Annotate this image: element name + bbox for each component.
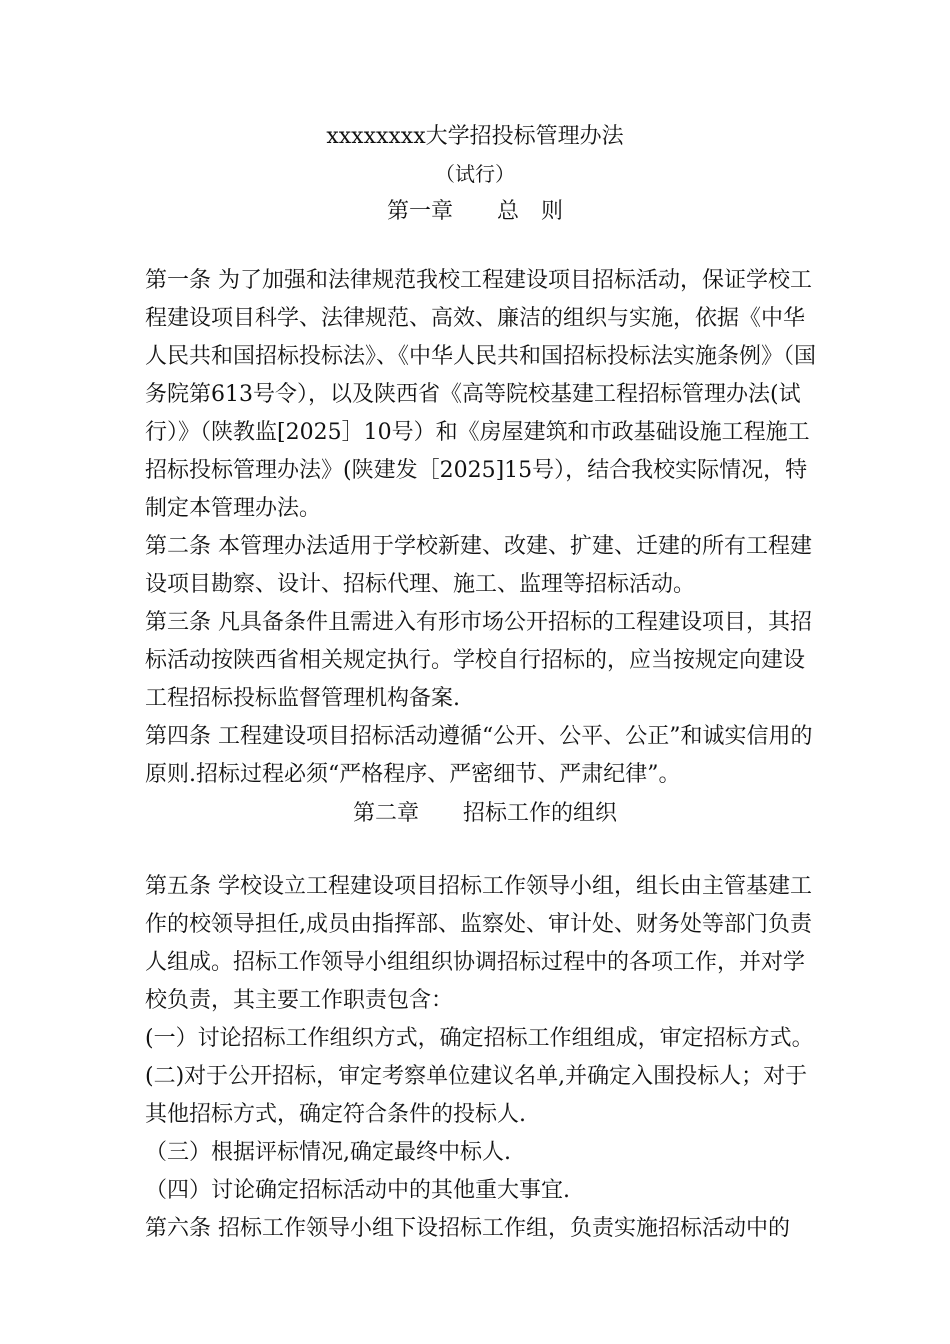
article-3: 第三条 凡具备条件且需进入有形市场公开招标的工程建设项目，其招标活动按陕西省相关规定执行。学校自行招标的，应当按规定向建设工程招标投标监督管理机构备案. <box>145 610 812 711</box>
document-subtitle: （试行） <box>435 162 515 186</box>
article-5-item-2: (二)对于公开招标，审定考察单位建议名单,并确定入围投标人；对于其他招标方式，确定符合条件的投标人. <box>145 1064 808 1127</box>
article-4: 第四条 工程建设项目招标活动遵循“公开、公平、公正”和诚实信用的原则.招标过程必须“严格程序、严密细节、严肃纪律”。 <box>145 724 813 787</box>
chapter-1-heading: 第一章 总 则 <box>386 199 563 224</box>
document-body <box>145 262 825 1248</box>
title-block <box>0 118 950 232</box>
article-5-item-1: (一）讨论招标工作组织方式，确定招标工作组组成，审定招标方式。 <box>145 1026 814 1051</box>
article-1: 第一条 为了加强和法律规范我校工程建设项目招标活动，保证学校工程建设项目科学、法律规范、高效、廉洁的组织与实施，依据《中华人民共和国招标投标法》、《中华人民共和国招标投标法实施条例》（国务院第613号令），以及陕西省《高等院校基建工程招标管理办法(试行）》（陕教监[2025］10号）和《房屋建筑和市政基础设施工程施工招标投标管理办法》(陕建发［2025]15号），结合我校实际情况，特制定本管理办法。 <box>145 268 817 521</box>
document-title: xxxxxxxx大学招投标管理办法 <box>326 124 624 149</box>
article-2: 第二条 本管理办法适用于学校新建、改建、扩建、迁建的所有工程建设项目勘察、设计、招标代理、施工、监理等招标活动。 <box>145 534 812 597</box>
article-5-item-4: （四）讨论确定招标活动中的其他重大事宜. <box>145 1178 570 1203</box>
chapter-2-heading: 第二章 招标工作的组织 <box>352 801 617 826</box>
article-5: 第五条 学校设立工程建设项目招标工作领导小组，组长由主管基建工作的校领导担任,成员由指挥部、监察处、审计处、财务处等部门负责人组成。招标工作领导小组组织协调招标过程中的各项工作，并对学校负责，其主要工作职责包含： <box>145 874 812 1013</box>
article-5-item-3: （三）根据评标情况,确定最终中标人. <box>145 1140 511 1165</box>
article-6: 第六条 招标工作领导小组下设招标工作组，负责实施招标活动中的 <box>145 1216 790 1241</box>
